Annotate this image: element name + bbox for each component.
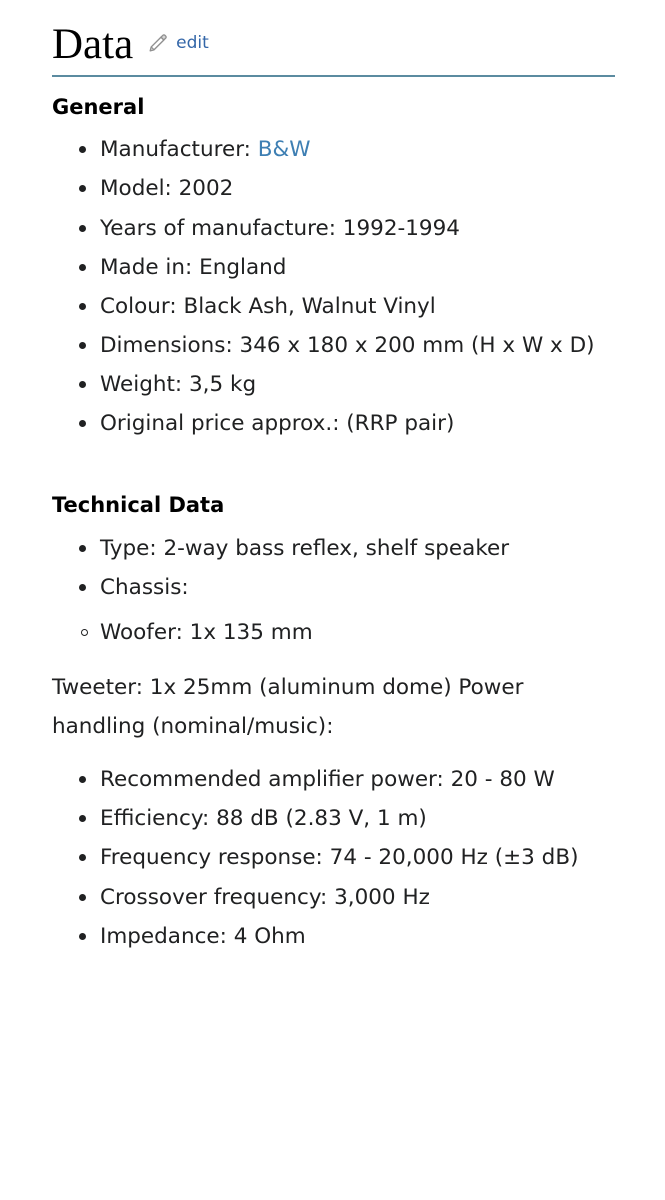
technical-list-2 (52, 760, 615, 956)
list-item: Woofer: 1x 135 mm (100, 613, 615, 652)
edit-section-link[interactable] (147, 32, 209, 54)
list-item: Chassis: (98, 568, 615, 607)
list-item: Colour: Black Ash, Walnut Vinyl (98, 287, 615, 326)
tweeter-paragraph: Tweeter: 1x 25mm (aluminum dome) Power handling (nominal/music): (52, 674, 524, 740)
manufacturer-link[interactable]: B&W (257, 137, 311, 163)
chassis-sublist (52, 613, 615, 652)
heading-technical-data: Technical Data (52, 493, 225, 518)
list-item: Weight: 3,5 kg (98, 365, 615, 404)
general-list (52, 130, 615, 443)
list-item: Made in: England (98, 248, 615, 287)
list-item: Crossover frequency: 3,000 Hz (98, 878, 615, 917)
list-item: Impedance: 4 Ohm (98, 917, 615, 956)
list-item: Dimensions: 346 x 180 x 200 mm (H x W x D) (98, 326, 615, 365)
list-item: Original price approx.: (RRP pair) (98, 404, 615, 443)
list-item: Recommended amplifier power: 20 - 80 W (98, 760, 615, 799)
list-item: Years of manufacture: 1992-1994 (98, 209, 615, 248)
list-item: Efficiency: 88 dB (2.83 V, 1 m) (98, 799, 615, 838)
page-title: Data (52, 21, 134, 68)
list-item: Frequency response: 74 - 20,000 Hz (±3 dB) (98, 838, 615, 877)
pencil-icon (147, 32, 169, 54)
list-item: Model: 2002 (98, 169, 615, 208)
technical-list (52, 529, 615, 607)
section-spacer (52, 449, 615, 467)
edit-label[interactable]: edit (176, 33, 209, 53)
item-label: Manufacturer: (100, 137, 258, 163)
list-item (98, 130, 615, 169)
list-item: Type: 2-way bass reflex, shelf speaker (98, 529, 615, 568)
heading-general: General (52, 95, 145, 120)
section-header (52, 22, 615, 77)
